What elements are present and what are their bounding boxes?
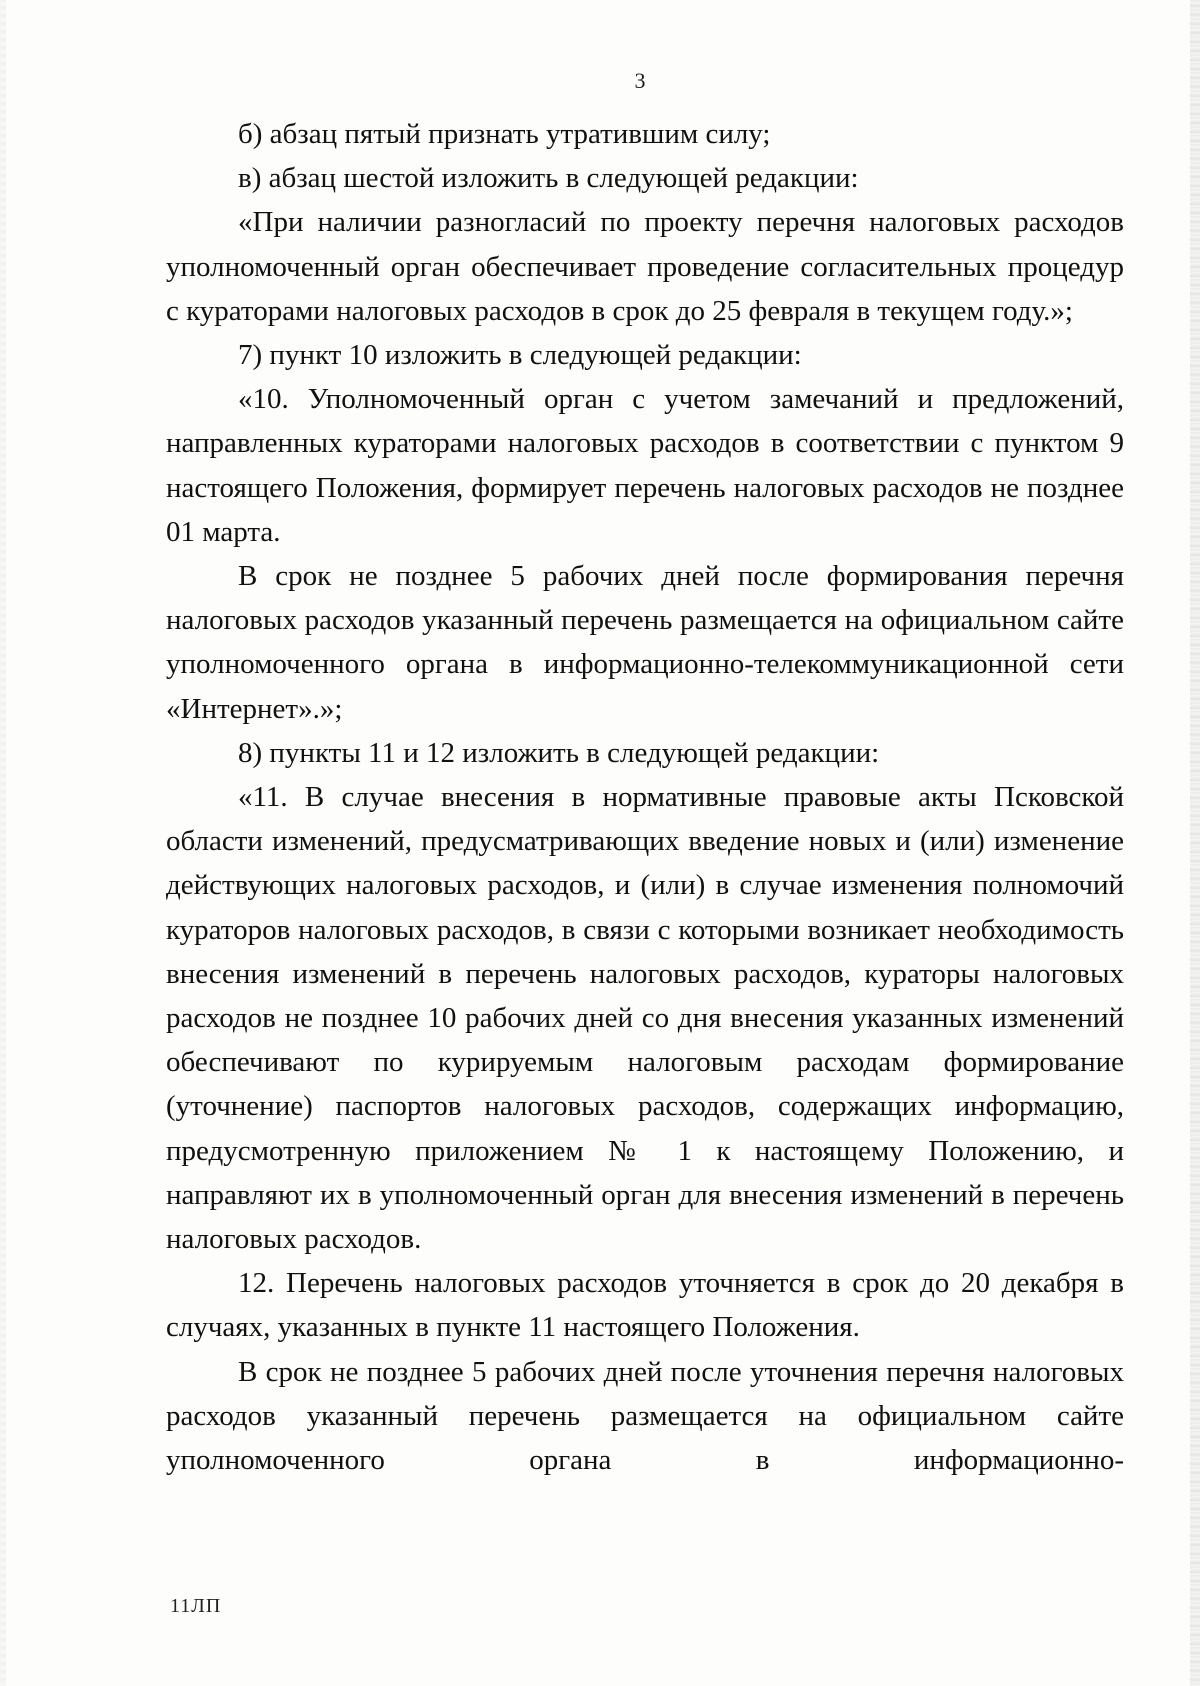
paragraph: 7) пункт 10 изложить в следующей редакции: — [238, 339, 802, 372]
paragraph: «10. Уполномоченный орган с учетом замечаний и предложений, направленных кураторами налоговых расходов в соответствии с пунктом 9 настоящего Положения, формирует перечень налоговых расходов не позднее 01 марта. — [166, 383, 1124, 548]
paragraph: 12. Перечень налоговых расходов уточняется в срок до 20 декабря в случаях, указанных в пункте 11 настоящего Положения. — [166, 1267, 1124, 1344]
scan-edge-right — [1190, 0, 1200, 1686]
paragraph: В срок не позднее 5 рабочих дней после уточнения перечня налоговых расходов указанный перечень размещается на официальном сайте уполномоченного органа в информационно- — [166, 1355, 1124, 1477]
document-body — [166, 112, 1124, 1482]
paragraph: 8) пункты 11 и 12 изложить в следующей редакции: — [238, 736, 880, 769]
paragraph: б) абзац пятый признать утратившим силу; — [238, 118, 771, 150]
paragraph: в) абзац шестой изложить в следующей редакции: — [238, 162, 859, 195]
paragraph: В срок не позднее 5 рабочих дней после формирования перечня налоговых расходов указанный перечень размещается на официальном сайте уполномоченного органа в информационно-телекоммуникационной сети «Интернет».»; — [166, 560, 1124, 725]
scan-edge-left — [0, 0, 6, 1686]
paragraph: «При наличии разногласий по проекту перечня налоговых расходов уполномоченный орган обеспечивает проведение согласительных процедур с кураторами налоговых расходов в срок до 25 февраля в текущем году.»; — [166, 206, 1124, 327]
page-number: 3 — [634, 68, 646, 93]
footer-stamp: 11ЛП — [170, 1595, 222, 1617]
paragraph: «11. В случае внесения в нормативные правовые акты Псковской области изменений, предусматривающих введение новых и (или) изменение действующих налоговых расходов, и (или) в случае изменения полномочий кураторов налоговых расходов, в связи с которыми возникает необходимость внесения изменений в перечень налоговых расходов, кураторы налоговых расходов не позднее 10 рабочих дней со дня внесения указанных изменений обеспечивают по курируемым налоговым расходам формирование (уточнение) паспортов налоговых расходов, содержащих информацию, предусмотренную приложением № 1 к настоящему Положению, и направляют их в уполномоченный орган для внесения изменений в перечень налоговых расходов. — [166, 781, 1124, 1256]
